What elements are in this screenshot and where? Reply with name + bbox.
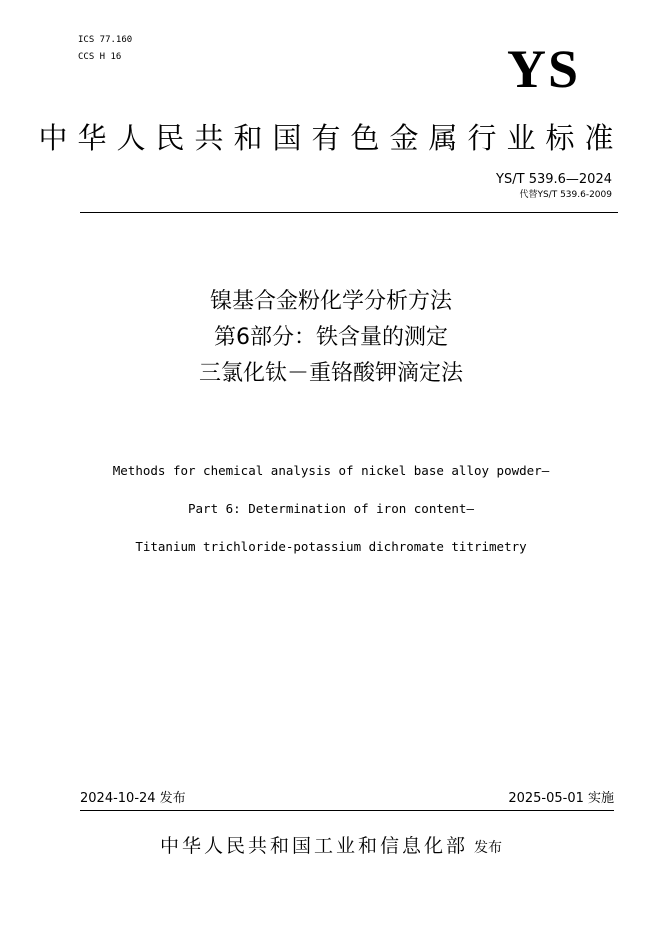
issuing-organization: 中华人民共和国工业和信息化部 xyxy=(159,835,468,857)
ics-code: ICS 77.160 xyxy=(78,35,133,45)
top-divider xyxy=(80,212,618,213)
replaces-standard: 代替YS/T 539.6-2009 xyxy=(519,190,612,200)
issuer-line xyxy=(0,833,662,861)
ys-logo: YS xyxy=(506,39,580,99)
english-title-line: Titanium trichloride-potassium dichromate titrimetry xyxy=(135,539,527,554)
bottom-divider xyxy=(80,810,614,811)
chinese-title-line: 第6部分：铁含量的测定 xyxy=(214,325,448,350)
ccs-code: CCS H 16 xyxy=(78,52,122,62)
implement-date: 2025-05-01 实施 xyxy=(508,791,614,806)
english-title-line: Part 6: Determination of iron content— xyxy=(188,501,474,516)
issue-action: 发布 xyxy=(474,840,502,856)
industry-standard-title: 中华人民共和国有色金属行业标准 xyxy=(38,121,624,155)
standard-number: YS/T 539.6—2024 xyxy=(496,172,612,187)
chinese-title xyxy=(0,284,662,392)
publish-date: 2024-10-24 发布 xyxy=(80,791,186,806)
standard-number-block xyxy=(496,171,612,202)
english-title xyxy=(0,452,662,566)
chinese-title-line: 镍基合金粉化学分析方法 xyxy=(209,289,452,314)
classification-codes xyxy=(78,32,132,66)
chinese-title-line: 三氯化钛－重铬酸钾滴定法 xyxy=(198,361,463,386)
english-title-line: Methods for chemical analysis of nickel base alloy powder— xyxy=(112,463,550,478)
